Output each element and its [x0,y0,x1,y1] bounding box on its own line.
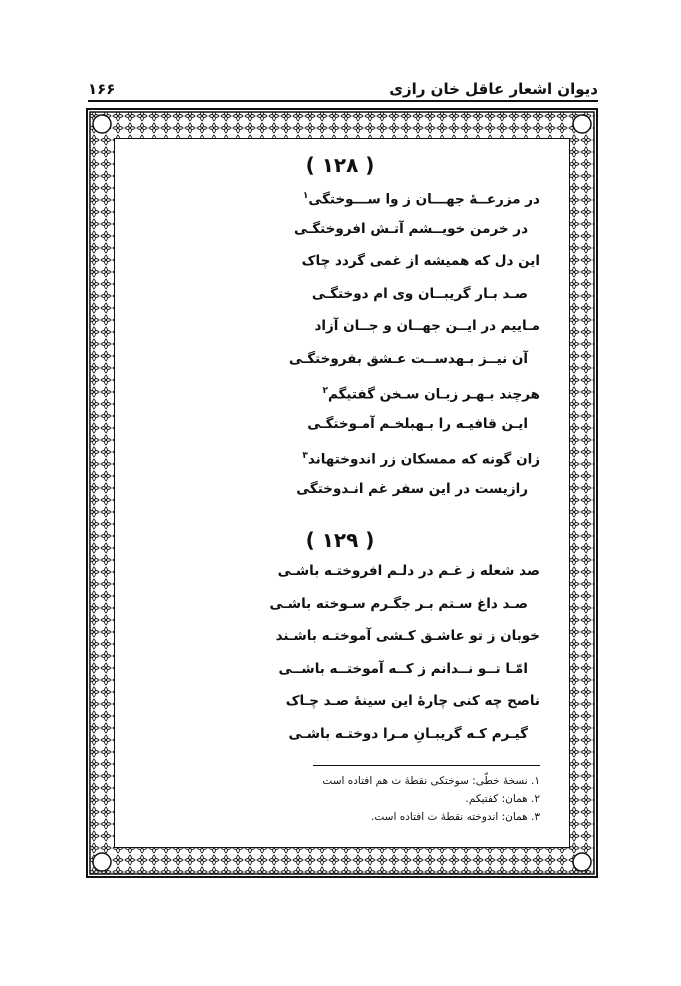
verse-line: صـد بـار گریبــان وی ام دوختگـی [311,285,528,302]
footnotes [220,772,540,826]
verse-line: هرچند بـهـر زبـان سـخن گفتیگم$^۲$ [322,386,540,403]
verse-line: این دل که همیشه از غمی گردد چاک [301,253,540,269]
verse-line: زان گونه که ممسکان زر اندوختهاند$^۳$ [302,451,540,468]
verse-line: آن نیــز بـهدســت عـشق بفروختگـی [288,350,528,367]
poem-number: ( ۱۲۹ ) [305,528,375,552]
verse-line: امّـا تــو نــدانم ز کــه آموختــه باشــی [278,660,528,677]
poem-128 [140,150,540,505]
verse-line: ناصح چه کنی چارهٔ این سینهٔ صـد چـاک [285,693,540,709]
footnote-3: ۳. همان: اندوخته نقطهٔ ت افتاده است. [371,811,540,823]
page-number: ۱۶۶ [88,80,116,98]
poem-content [140,150,540,750]
verse-line: در خرمن خویــشم آتـش افروختگـی [294,220,528,237]
footnote-2: ۲. همان: کفتیکم. [465,793,540,805]
footnote-marker: ۳ [302,451,308,461]
poem-129 [140,525,540,750]
footnote-1: ۱. نسخهٔ خطّی: سوختکی نقطهٔ ت هم افتاده است [322,775,540,787]
footnote-marker: ۱ [302,191,309,201]
verse-line: صـد داغ سـتم بـر جگـرم سـوخته باشـی [269,595,528,612]
footnote-marker: ۲ [322,386,328,396]
verse-line: صد شعله ز غـم در دلـم افروختـه باشـی [277,563,540,579]
verse-line: خوبان ز تو عاشـق کـشی آموختـه باشـند [275,628,540,644]
running-head [88,80,598,102]
verse-line: رازیست در این سفر غم انـدوختگی [296,480,528,497]
poem-number: ( ۱۲۸ ) [305,153,375,177]
verse-line: گیـرم کـه گریبـانِ مـرا دوختـه باشـی [288,725,528,742]
header-rule [88,100,598,102]
verse-line: ایـن قافیـه را بـهبلخـم آمـوختگـی [307,415,528,432]
verse-line: مـاییم در ایــن جهــان و جــان آزاد [314,318,540,334]
book-title: دیوان اشعار عاقل خان رازی [389,80,598,98]
footnote-separator [313,765,540,766]
verse-line: در مزرعــهٔ جهـــان ز وا ســـوختگی$^۱$ [302,191,540,208]
